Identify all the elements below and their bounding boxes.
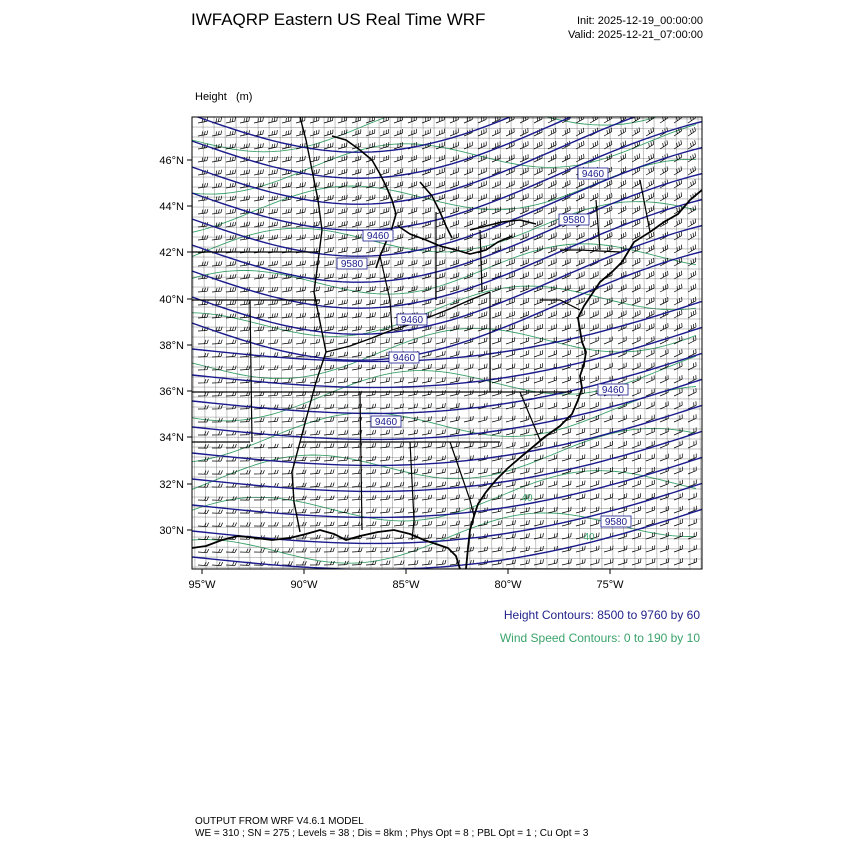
height-contour-label: 9580 bbox=[340, 259, 364, 270]
height-legend: Height Contours: 8500 to 9760 by 60 bbox=[503, 608, 700, 622]
lon-label: 95°W bbox=[188, 579, 216, 591]
wind-contour-label: 40 bbox=[583, 532, 595, 543]
lat-label: 30°N bbox=[159, 525, 184, 537]
model-info-line1: OUTPUT FROM WRF V4.6.1 MODEL bbox=[195, 816, 364, 827]
height-contour-label: 9460 bbox=[374, 417, 398, 428]
lon-label: 80°W bbox=[494, 579, 522, 591]
variable-height: Height (m) bbox=[195, 91, 253, 103]
wind-contour-label: 40 bbox=[521, 493, 533, 504]
latitude-labels bbox=[159, 155, 184, 537]
page-title: IWFAQRP Eastern US Real Time WRF bbox=[191, 10, 486, 29]
lat-label: 38°N bbox=[159, 340, 184, 352]
lon-label: 75°W bbox=[596, 579, 624, 591]
lon-label: 90°W bbox=[290, 579, 318, 591]
valid-time: Valid: 2025-12-21_07:00:00 bbox=[568, 29, 703, 41]
init-time: Init: 2025-12-19_00:00:00 bbox=[577, 15, 703, 27]
lat-label: 44°N bbox=[159, 201, 184, 213]
longitude-labels bbox=[188, 579, 624, 591]
model-info bbox=[195, 816, 588, 840]
lat-label: 46°N bbox=[159, 155, 184, 167]
height-contour-label: 9460 bbox=[400, 315, 424, 326]
wind-legend: Wind Speed Contours: 0 to 190 by 10 bbox=[499, 631, 700, 645]
lat-label: 40°N bbox=[159, 294, 184, 306]
lat-label: 34°N bbox=[159, 432, 184, 444]
model-info-line2: WE = 310 ; SN = 275 ; Levels = 38 ; Dis = 8km ; Phys Opt = 8 ; PBL Opt = 1 ; Cu Opt = 3 bbox=[195, 828, 589, 839]
height-contour-label: 9580 bbox=[604, 517, 628, 528]
height-contour-label: 9460 bbox=[392, 353, 416, 364]
lat-label: 32°N bbox=[159, 479, 184, 491]
lon-label: 85°W bbox=[392, 579, 420, 591]
map-background bbox=[192, 117, 702, 569]
height-contour-label: 9580 bbox=[562, 215, 586, 226]
height-contour-label: 9460 bbox=[581, 169, 605, 180]
height-contour-label: 9460 bbox=[366, 231, 390, 242]
lat-label: 42°N bbox=[159, 247, 184, 259]
height-contour-label: 9460 bbox=[601, 385, 625, 396]
lat-label: 36°N bbox=[159, 386, 184, 398]
